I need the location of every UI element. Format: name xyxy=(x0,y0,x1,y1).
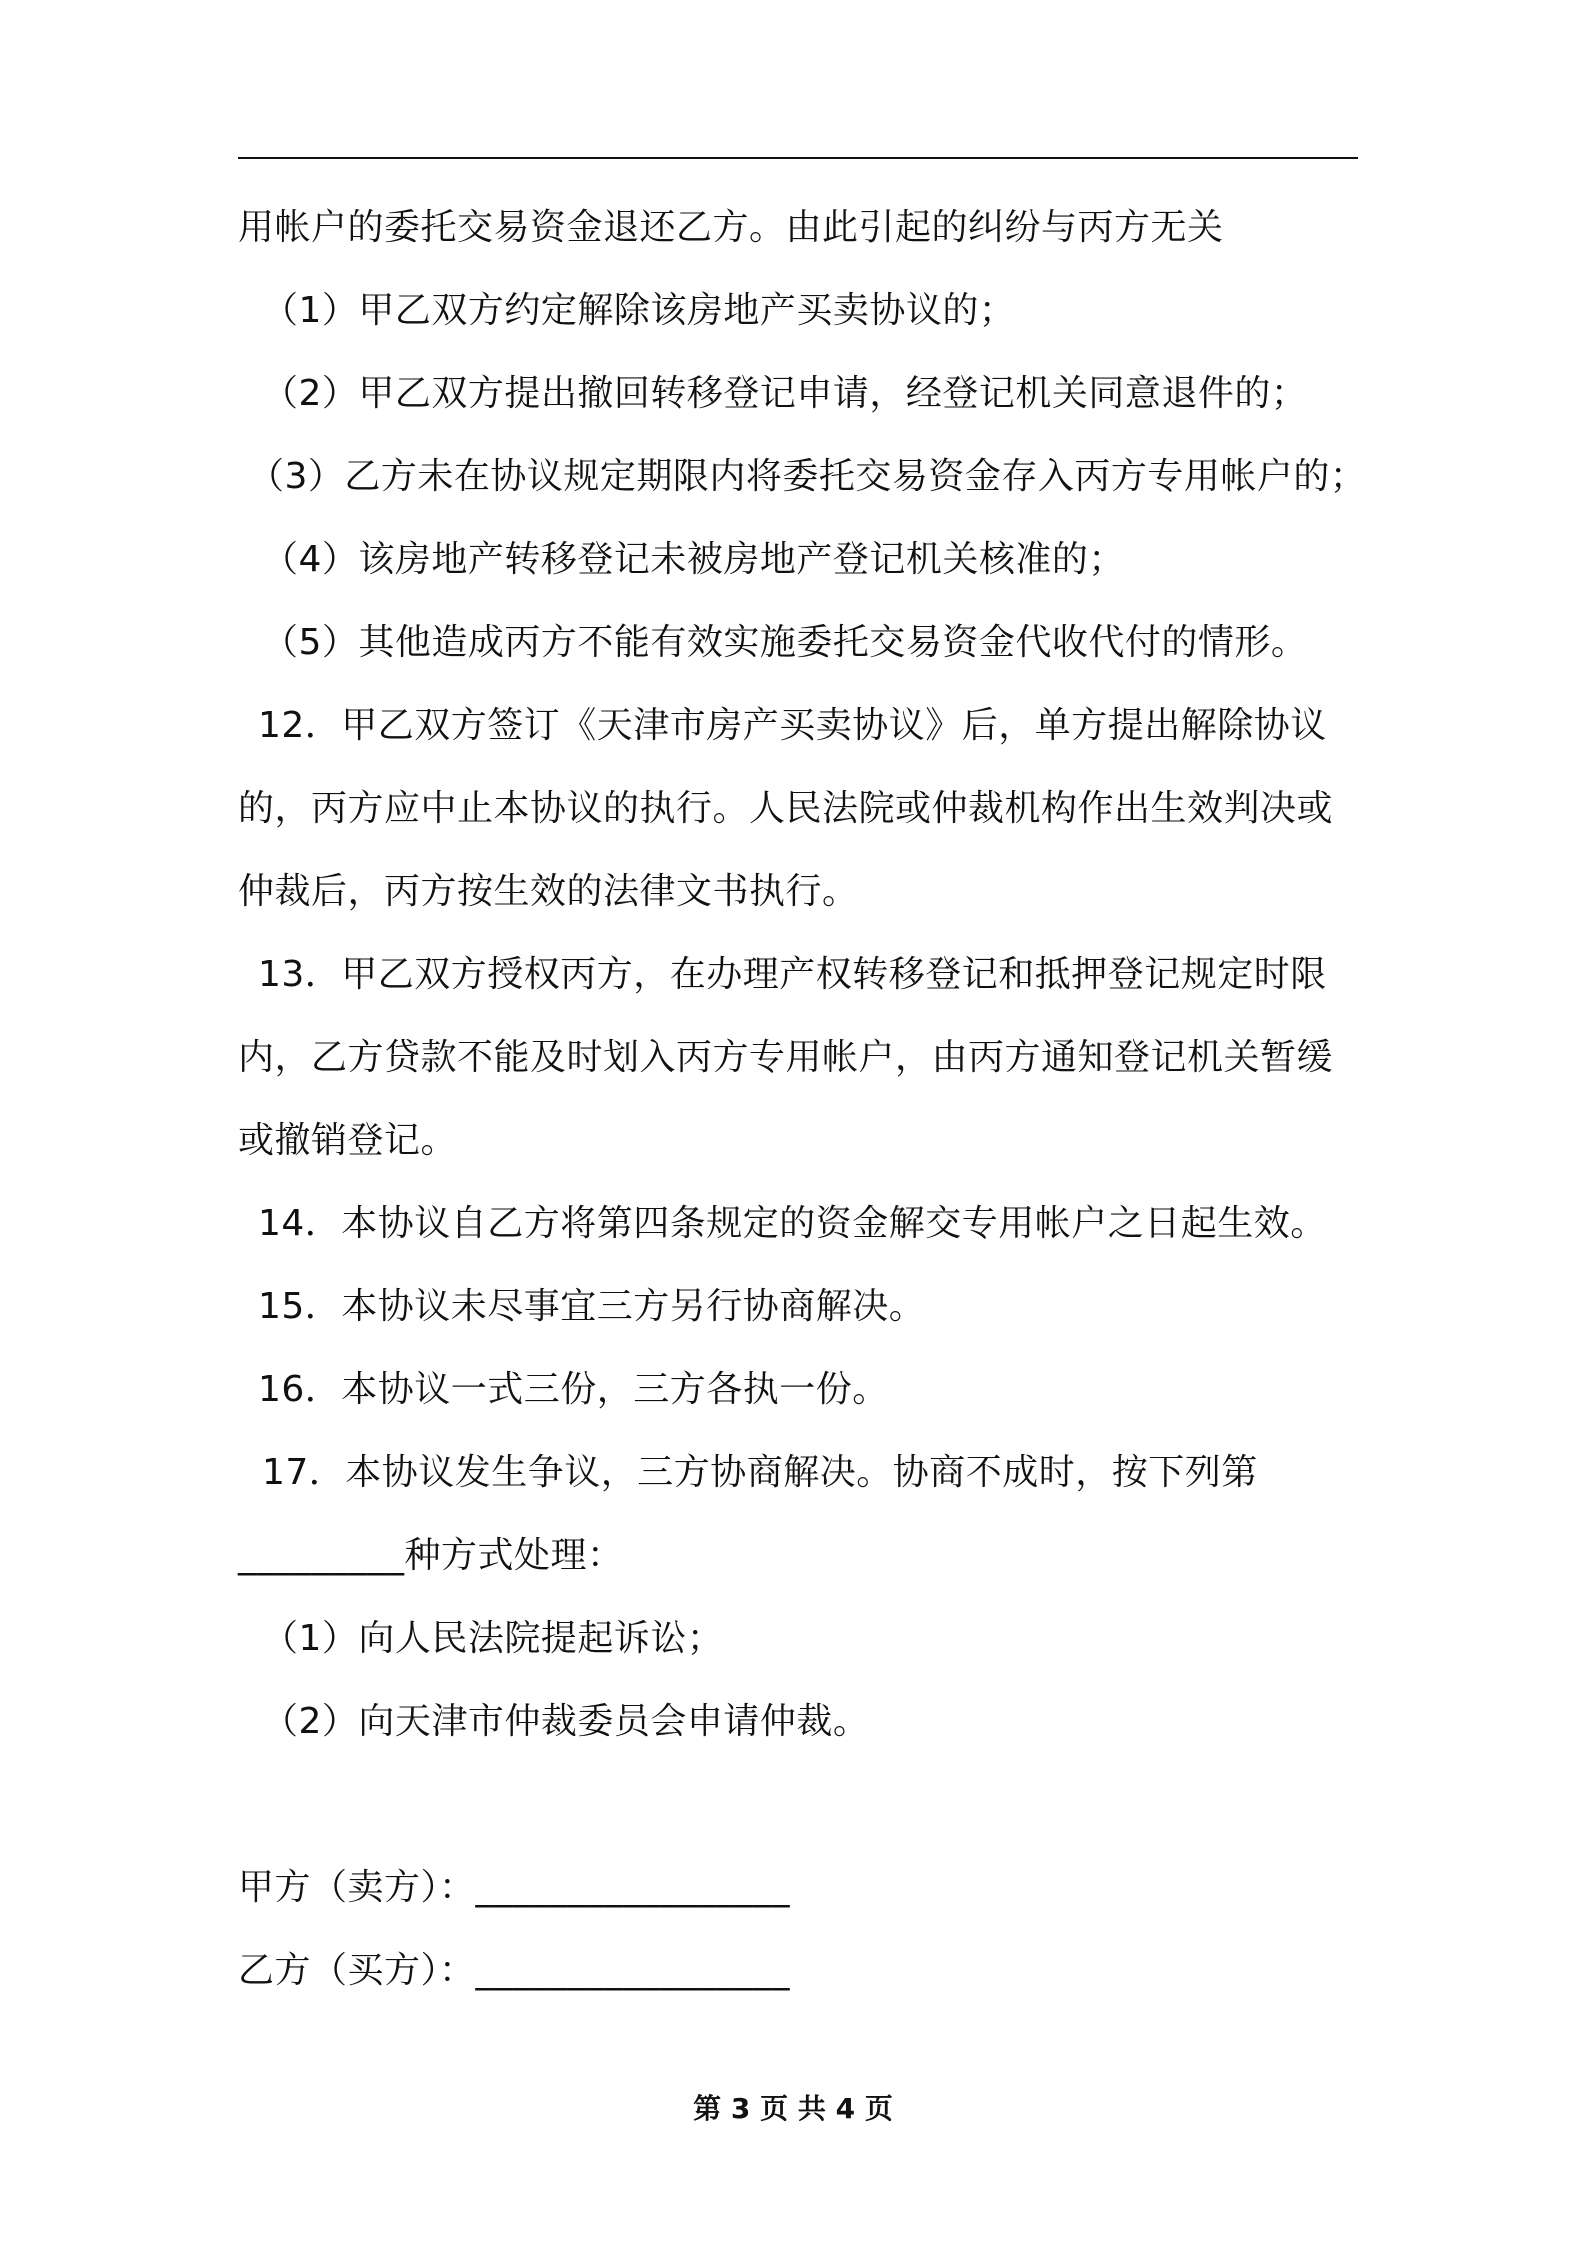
clause-11-item-3: （3）乙方未在协议规定期限内将委托交易资金存入丙方专用帐户的； xyxy=(248,456,1367,497)
clause-11-item-1: （1）甲乙双方约定解除该房地产买卖协议的； xyxy=(262,290,1016,331)
clause-17-line-1: 17．本协议发生争议，三方协商解决。协商不成时，按下列第 xyxy=(262,1452,1258,1493)
clause-12-line-1: 12．甲乙双方签订《天津市房产买卖协议》后，单方提出解除协议 xyxy=(258,705,1327,746)
signature-party-b: 乙方（买方）：_________________ xyxy=(238,1950,791,1991)
page-footer: 第 3 页 共 4 页 xyxy=(693,2092,893,2125)
clause-17-line-2: _________种方式处理： xyxy=(238,1535,624,1576)
signature-party-a: 甲方（卖方）：_________________ xyxy=(238,1867,791,1908)
clause-13-line-1: 13．甲乙双方授权丙方，在办理产权转移登记和抵押登记规定时限 xyxy=(258,954,1327,995)
clause-14: 14．本协议自乙方将第四条规定的资金解交专用帐户之日起生效。 xyxy=(258,1203,1327,1244)
text-line-continuation: 用帐户的委托交易资金退还乙方。由此引起的纠纷与丙方无关 xyxy=(238,207,1224,248)
clause-12-line-2: 的，丙方应中止本协议的执行。人民法院或仲裁机构作出生效判决或 xyxy=(238,788,1334,829)
clause-12-line-3: 仲裁后，丙方按生效的法律文书执行。 xyxy=(238,871,859,912)
header-rule xyxy=(238,157,1358,159)
clause-17-option-2: （2）向天津市仲裁委员会申请仲裁。 xyxy=(262,1701,870,1742)
clause-17-option-1: （1）向人民法院提起诉讼； xyxy=(262,1618,724,1659)
clause-11-item-5: （5）其他造成丙方不能有效实施委托交易资金代收代付的情形。 xyxy=(262,622,1308,663)
clause-13-line-3: 或撤销登记。 xyxy=(238,1120,458,1161)
clause-11-item-2: （2）甲乙双方提出撤回转移登记申请，经登记机关同意退件的； xyxy=(262,373,1308,414)
clause-11-item-4: （4）该房地产转移登记未被房地产登记机关核准的； xyxy=(262,539,1125,580)
clause-15: 15．本协议未尽事宜三方另行协商解决。 xyxy=(258,1286,926,1327)
clause-16: 16．本协议一式三份，三方各执一份。 xyxy=(258,1369,889,1410)
clause-13-line-2: 内，乙方贷款不能及时划入丙方专用帐户，由丙方通知登记机关暂缓 xyxy=(238,1037,1334,1078)
